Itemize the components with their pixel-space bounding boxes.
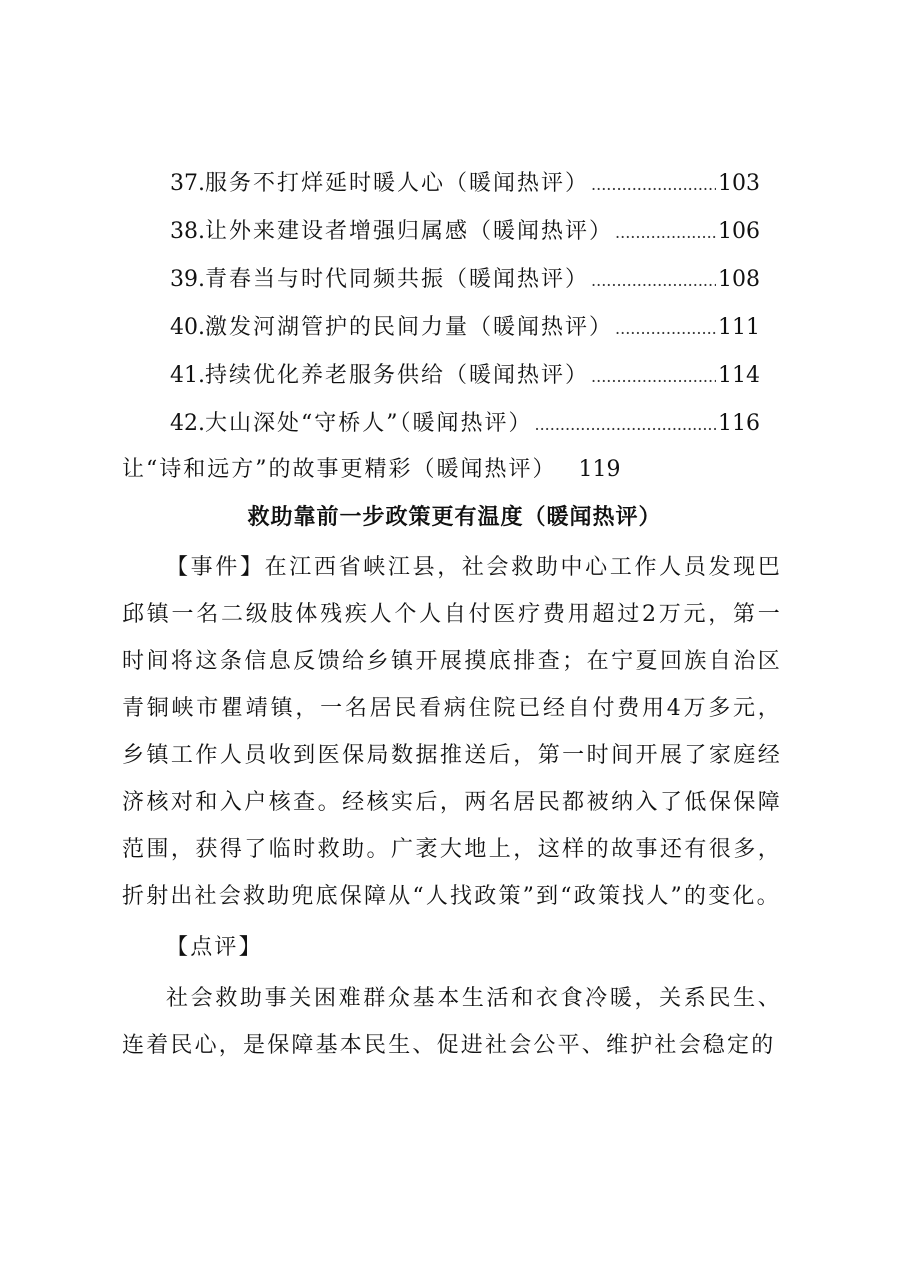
toc-entry-page: 103 xyxy=(718,171,760,196)
toc-entry-number: 37. xyxy=(170,171,205,196)
toc-entry-number: 41. xyxy=(170,363,205,388)
event-paragraph: 【事件】在江西省峡江县，社会救助中心工作人员发现巴邱镇一名二级肢体残疾人个人自付医疗费用超过2万元，第一时间将这条信息反馈给乡镇开展摸底排查；在宁夏回族自治区青铜峡市瞿靖镇，一名居民看病住院已经自付费用4万多元，乡镇工作人员收到医保局数据推送后，第一时间开展了家庭经济核对和入户核查。经核实后，两名居民都被纳入了低保保障范围，获得了临时救助。广袤大地上，这样的故事还有很多，折射出社会救助兜底保障从“人找政策”到“政策找人”的变化。 xyxy=(122,555,782,909)
toc-entry-title: 激发河湖管护的民间力量（暖闻热评） xyxy=(205,315,614,340)
toc-entry-extra[interactable] xyxy=(122,448,621,492)
toc-entry-title: 服务不打烊延时暖人心（暖闻热评） xyxy=(205,171,590,196)
toc-entry-number: 39. xyxy=(170,267,205,292)
toc-entry-number: 38. xyxy=(170,219,205,244)
article-body xyxy=(122,544,782,1069)
toc-entry-title: 青春当与时代同频共振（暖闻热评） xyxy=(205,267,590,292)
toc-entry-number: 40. xyxy=(170,315,205,340)
toc-entry-40[interactable] xyxy=(170,304,760,352)
toc-entry-title: 大山深处“守桥人”（暖闻热评） xyxy=(205,411,533,436)
toc-dot-leader xyxy=(591,257,716,305)
comment-label: 【点评】 xyxy=(166,935,263,960)
toc-entry-41[interactable] xyxy=(170,352,760,400)
toc-dot-leader xyxy=(591,161,716,209)
toc-entry-page: 108 xyxy=(718,267,760,292)
toc-entry-page: 111 xyxy=(718,315,760,340)
toc-entry-37[interactable] xyxy=(170,160,760,208)
toc-dot-leader xyxy=(615,209,716,257)
toc-entry-page: 116 xyxy=(718,411,760,436)
toc-entry-title: 让外来建设者增强归属感（暖闻热评） xyxy=(205,219,614,244)
toc-entry-42[interactable] xyxy=(170,400,760,448)
article-title: 救助靠前一步政策更有温度（暖闻热评） xyxy=(247,505,662,530)
toc-entry-number: 42. xyxy=(170,411,205,436)
toc-dot-leader xyxy=(591,353,716,401)
toc-entry-page: 114 xyxy=(718,363,760,388)
toc-entry-page: 119 xyxy=(578,457,621,482)
toc-dot-leader xyxy=(535,401,717,449)
toc-entry-38[interactable] xyxy=(170,208,760,256)
toc-entry-page: 106 xyxy=(718,219,760,244)
toc-entry-title: 让“诗和远方”的故事更精彩（暖闻热评） xyxy=(122,457,557,482)
toc-entry-39[interactable] xyxy=(170,256,760,304)
comment-paragraph: 社会救助事关困难群众基本生活和衣食冷暖，关系民生、连着民心，是保障基本民生、促进社会公平、维护社会稳定的 xyxy=(122,986,782,1058)
toc-entry-title: 持续优化养老服务供给（暖闻热评） xyxy=(205,363,590,388)
table-of-contents xyxy=(170,160,760,448)
toc-dot-leader xyxy=(615,305,716,353)
